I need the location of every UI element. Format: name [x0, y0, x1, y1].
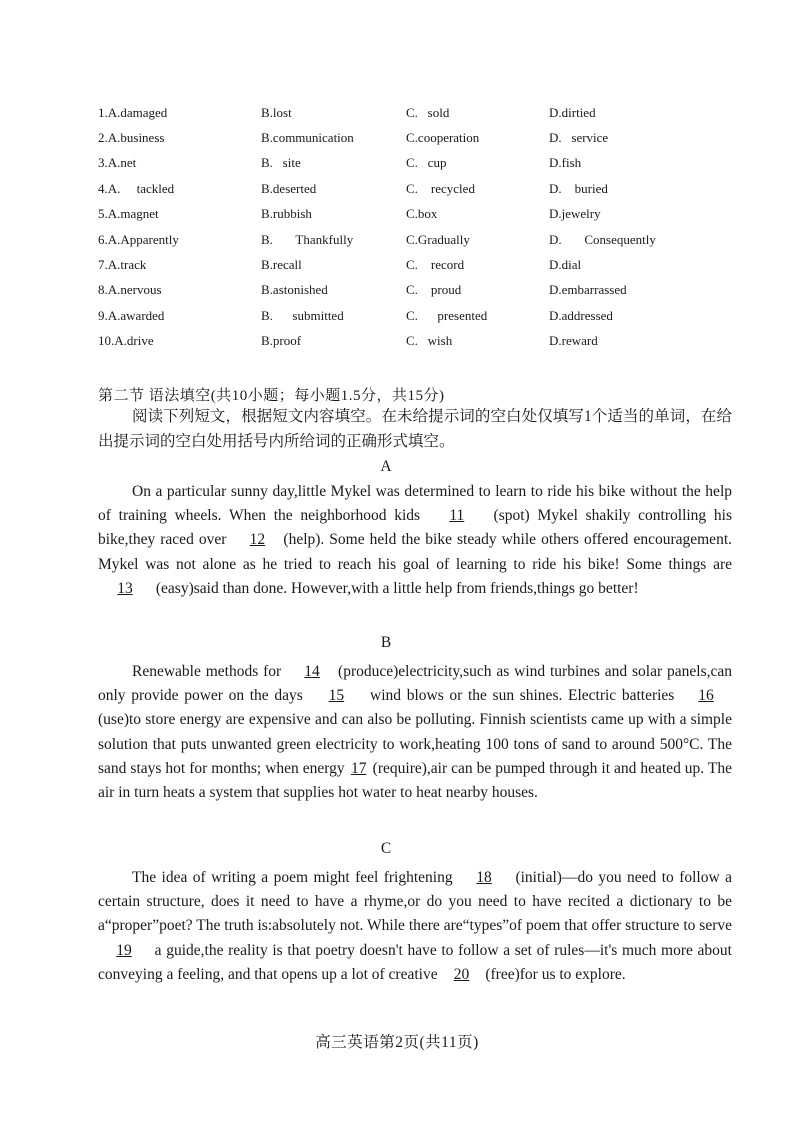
option-choice: 4.A. tackled [98, 180, 175, 196]
option-choice: B.recall [261, 257, 302, 273]
option-row [98, 278, 738, 303]
option-choice: B.communication [261, 130, 354, 146]
option-choice: 7.A.track [98, 257, 147, 273]
option-row [98, 151, 738, 176]
option-choice: B.proof [261, 333, 302, 349]
option-choice: C.Gradually [406, 231, 470, 247]
passage-a-text-3: (help). Some held the bike steady while others offered encouragement. Mykel was not alone as he tried to reach his goal of learning to ride his bike! Some things are [98, 531, 732, 573]
option-choice: B. Thankfully [261, 231, 354, 247]
option-row [98, 202, 738, 227]
blank-13: 13 [117, 579, 133, 597]
option-choice: B. submitted [261, 307, 344, 323]
blank-15: 15 [328, 687, 345, 705]
option-choice: 2.A.business [98, 130, 165, 146]
option-choice: C.cooperation [406, 130, 480, 146]
option-row [98, 125, 738, 150]
option-choice: D.embarrassed [549, 282, 627, 298]
option-row [98, 100, 738, 125]
blank-14: 14 [304, 663, 320, 680]
option-choice: D. service [549, 130, 609, 146]
option-choice: 9.A.awarded [98, 307, 165, 323]
blank-19: 19 [116, 941, 132, 959]
passage-a-text-2: (spot) Mykel shakily controlling his bike,they raced over [98, 507, 733, 549]
option-choice: C.box [406, 206, 438, 222]
section-instructions: 阅读下列短文，根据短文内容填空。在未给提示词的空白处仅填写1个适当的单词，在给出提示词的空白处用括号内所给词的正确形式填空。 [98, 408, 732, 450]
option-choice: 5.A.magnet [98, 206, 159, 222]
option-choice: 6.A.Apparently [98, 231, 179, 247]
option-choice: D.fish [549, 155, 582, 171]
passage-b-text-2: (produce)electricity,such as wind turbines and solar panels,can only provide power on the days [98, 663, 732, 705]
option-row [98, 303, 738, 328]
option-choice: C. record [406, 257, 465, 273]
passage-b-text-4: (use)to store energy are expensive and can also be polluting. Finnish scientists came up with a simple solution that puts unwanted green electricity to work,heating 100 tons of sand to around 500°C. The sand stays hot for months; when energy [98, 711, 732, 777]
passage-c-text-3: a guide,the reality is that poetry doesn't have to follow a set of rules—it's much more about conveying a feeling, and that opens up a lot of creative [98, 941, 732, 983]
option-choice: 3.A.net [98, 155, 137, 171]
page-footer: 高三英语第2页(共11页) [315, 1034, 479, 1051]
passage-b-text-5: (require),air can be pumped through it and heated up. The air in turn heats a system that supplies hot water to heat nearby houses. [98, 759, 732, 802]
option-choice: B. site [261, 155, 301, 171]
option-choice: D.dirtied [549, 104, 596, 120]
option-row [98, 329, 738, 354]
option-choice: D. buried [549, 180, 608, 196]
blank-12: 12 [249, 531, 266, 549]
blank-18: 18 [476, 869, 492, 886]
option-choice: D.addressed [549, 307, 613, 323]
option-row [98, 227, 738, 252]
section-title: 第二节 语法填空(共10小题；每小题1.5分，共15分) [98, 388, 445, 404]
option-choice: B.lost [261, 104, 292, 120]
blank-11: 11 [449, 507, 465, 525]
option-choice: C. cup [406, 155, 447, 171]
option-choice: B.rubbish [261, 206, 312, 222]
option-row [98, 176, 738, 201]
passage-c-text-1: The idea of writing a poem might feel frightening [132, 869, 459, 886]
passage-a-text-1: On a particular sunny day,little Mykel was determined to learn to ride his bike without the help of training wheels. When the neighborhood kids [98, 483, 732, 525]
option-choice: D.dial [549, 257, 582, 273]
passage-b-letter: B [380, 634, 392, 651]
option-choice: C. sold [406, 104, 450, 120]
option-choice: C. wish [406, 333, 453, 349]
option-choice: D. Consequently [549, 231, 656, 247]
option-choice: 10.A.drive [98, 333, 154, 349]
option-choice: C. recycled [406, 180, 475, 196]
passage-c-letter: C [380, 840, 392, 857]
blank-17: 17 [350, 759, 367, 777]
passage-b-text-3: wind blows or the sun shines. Electric batteries [364, 687, 680, 705]
option-choice: 1.A.damaged [98, 104, 168, 120]
option-choice: C. presented [406, 307, 488, 323]
passage-c [98, 866, 732, 987]
passage-c-text-4: (free)for us to explore. [481, 965, 626, 983]
passage-b-text-1: Renewable methods for [132, 663, 287, 680]
option-choice: B.deserted [261, 180, 317, 196]
blank-16: 16 [698, 687, 714, 705]
passage-b [98, 660, 732, 805]
passage-a-text-4: (easy)said than done. However,with a little help from friends,things go better! [152, 579, 639, 597]
option-choice: B.astonished [261, 282, 328, 298]
options-table [98, 100, 738, 354]
option-choice: D.reward [549, 333, 598, 349]
option-row [98, 252, 738, 277]
passage-a [98, 480, 732, 601]
blank-20: 20 [453, 965, 470, 983]
option-choice: D.jewelry [549, 206, 601, 222]
option-choice: C. proud [406, 282, 462, 298]
passage-a-letter: A [380, 458, 392, 475]
passage-c-text-2: (initial)—do you need to follow a certain structure, does it need to have a rhyme,or do you need to have recited a dictionary to be a“proper”poet? The truth is:absolutely not. While there are“types”of poem that offer structure to serve [98, 869, 732, 935]
option-choice: 8.A.nervous [98, 282, 162, 298]
